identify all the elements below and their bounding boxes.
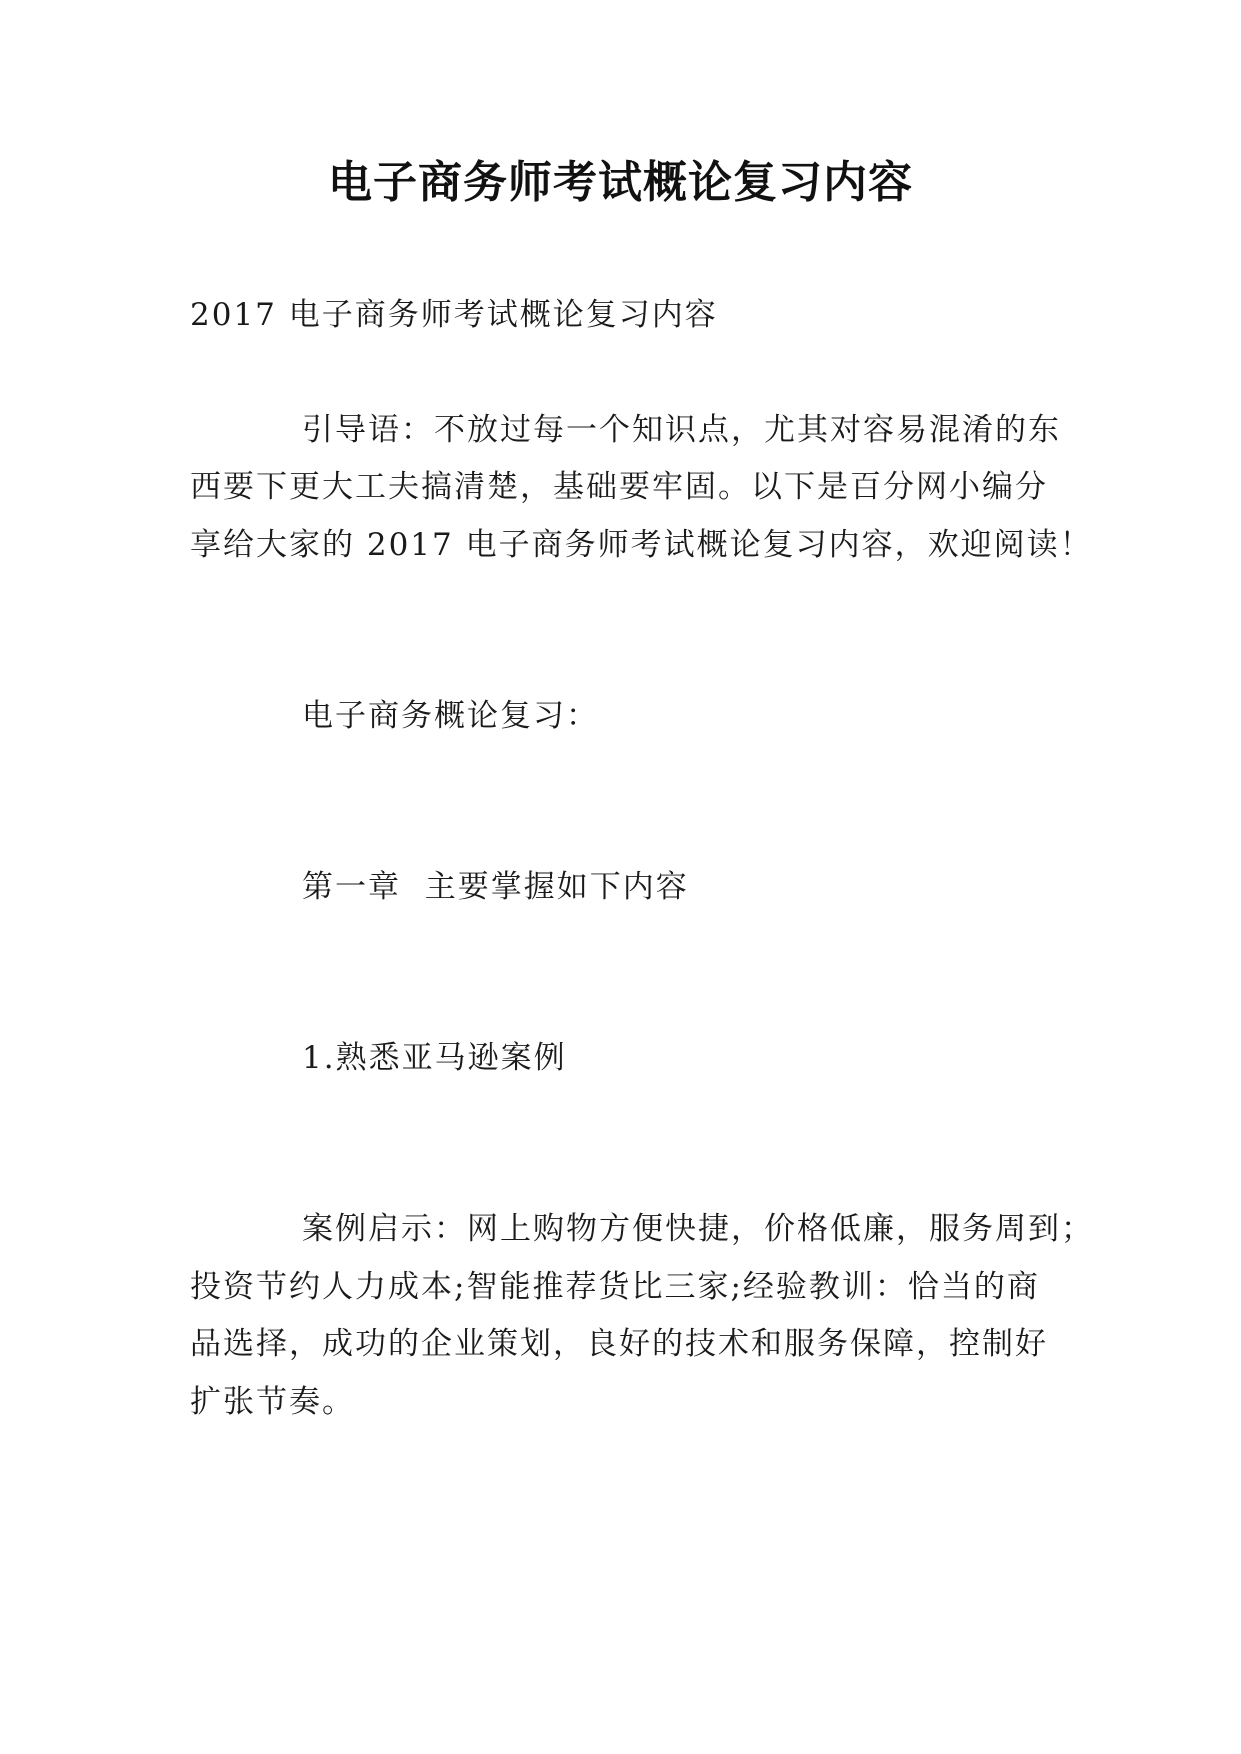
intro-line-1: 引导语：不放过每一个知识点，尤其对容易混淆的东 [302,412,1061,448]
case-line-1: 案例启示：网上购物方便快捷，价格低廉，服务周到； [302,1211,1094,1247]
case-line-2: 投资节约人力成本;智能推荐货比三家;经验教训：恰当的商 [190,1269,1040,1305]
list-item-1: 1.熟悉亚马逊案例 [302,1040,567,1076]
chapter-heading: 第一章 主要掌握如下内容 [302,869,689,905]
document-title: 电子商务师考试概论复习内容 [328,157,913,208]
case-line-4: 扩张节奏。 [190,1384,355,1420]
section-heading: 电子商务概论复习： [302,698,599,734]
intro-line-2: 西要下更大工夫搞清楚，基础要牢固。以下是百分网小编分 [190,469,1048,505]
case-line-3: 品选择，成功的企业策划，良好的技术和服务保障，控制好 [190,1326,1048,1362]
document-subtitle: 2017 电子商务师考试概论复习内容 [190,297,718,333]
intro-line-3: 享给大家的 2017 电子商务师考试概论复习内容，欢迎阅读！ [190,527,1093,563]
